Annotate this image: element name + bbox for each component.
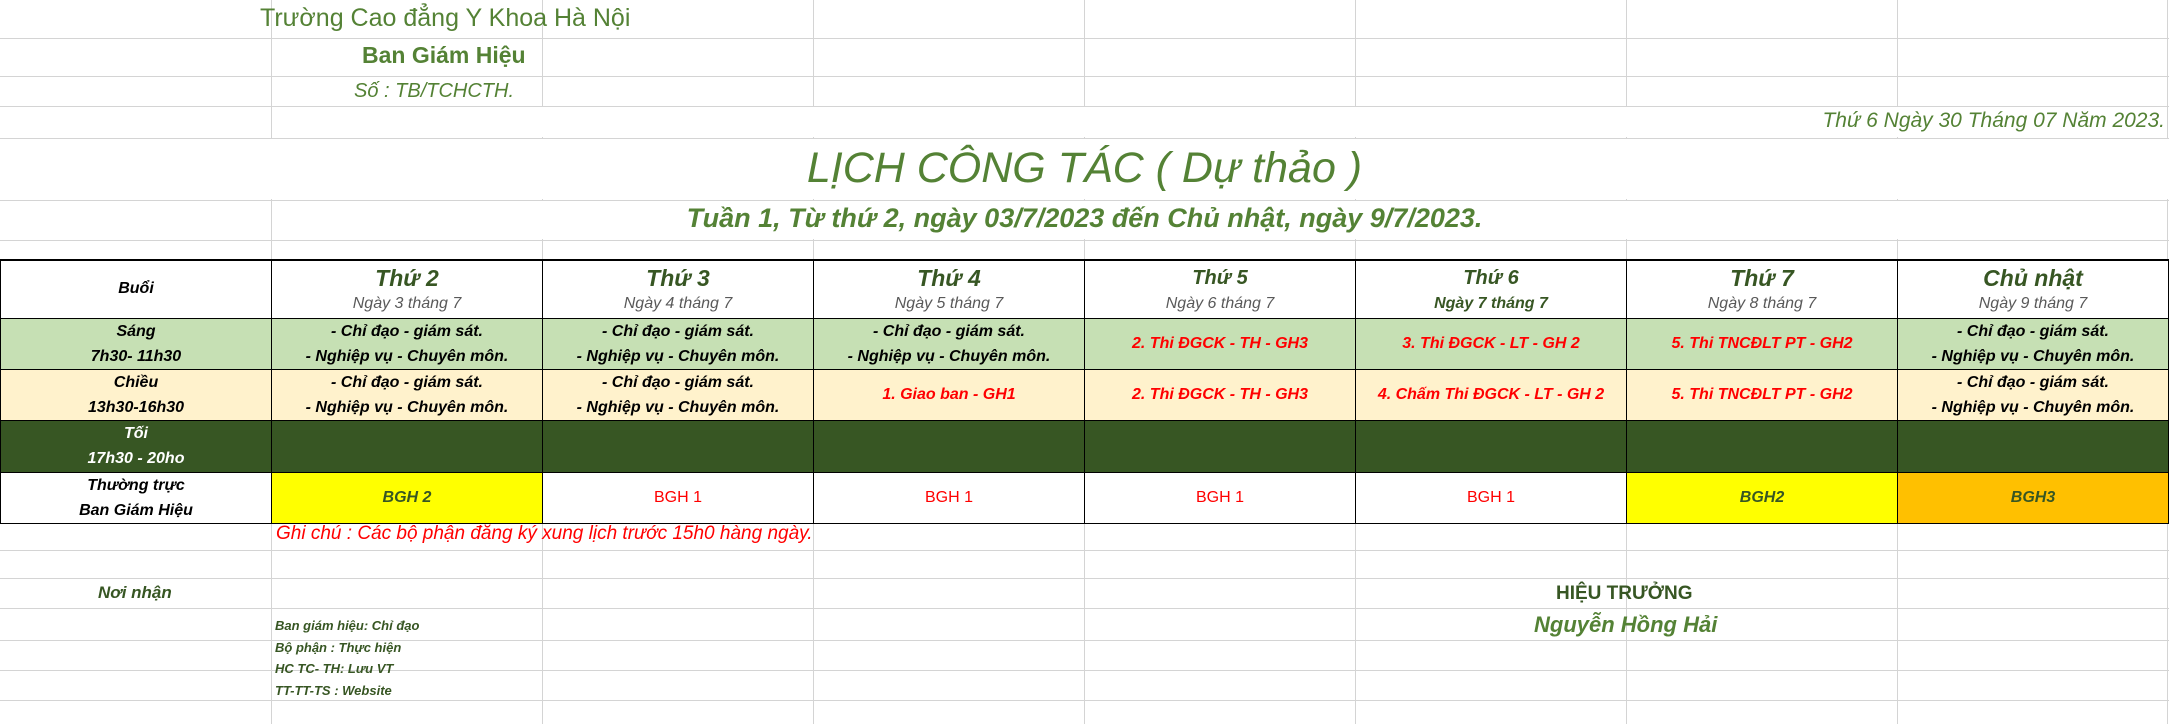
schedule-cell[interactable] [1085,318,1356,369]
grid-row-line [0,38,2169,39]
session-name: Sáng [116,322,156,340]
session-name: Tối [124,425,148,442]
day-header [1356,260,1627,318]
schedule-cell[interactable] [1898,318,2169,369]
schedule-cell[interactable] [272,369,543,420]
buoi-header [1,260,272,318]
buoi-label: Buổi [118,280,154,298]
grid-row-line [0,700,2169,701]
row-label [1,472,272,523]
issue-date: Thứ 6 Ngày 30 Tháng 07 Năm 2023. [1822,109,2165,132]
note-text: Ghi chú : Các bộ phận đăng ký xung lịch trước 15h0 hàng ngày. [276,523,813,544]
schedule-table [0,259,2169,524]
duty-cell[interactable]: BGH 1 [814,472,1085,523]
day-header [272,260,543,318]
grid-row-line [0,76,2169,77]
task-line: 2. Thi ĐGCK - TH - GH3 [1132,386,1308,403]
day-date: Ngày 5 tháng 7 [894,295,1004,313]
signature-name: Nguyễn Hồng Hải [1534,612,1718,637]
schedule-cell[interactable] [1627,420,1898,472]
task-line: - Chỉ đạo - giám sát. [1956,373,2109,391]
duty-label: Thường trực [87,476,185,494]
task-line: - Chỉ đạo - giám sát. [330,322,483,340]
task-line: 5. Thi TNCĐLT PT - GH2 [1671,386,1853,403]
day-header [1898,260,2169,318]
task-line: - Chỉ đạo - giám sát. [601,322,754,340]
task-line: - Nghiệp vụ - Chuyên môn. [847,347,1051,365]
grid-row-line [0,240,2169,241]
day-name: Thứ 7 [1730,265,1794,292]
schedule-cell[interactable] [1085,369,1356,420]
schedule-cell[interactable] [543,369,814,420]
page-title: LỊCH CÔNG TÁC ( Dự thảo ) [806,144,1363,192]
recipient-item: Bộ phận : Thực hiện [275,640,402,655]
duty-cell[interactable]: BGH2 [1627,472,1898,523]
task-line: - Nghiệp vụ - Chuyên môn. [305,347,509,365]
session-time: 7h30- 11h30 [90,347,182,365]
duty-cell[interactable]: BGH 1 [1356,472,1627,523]
task-line: - Chỉ đạo - giám sát. [872,322,1025,340]
evening-row [1,420,2169,472]
task-line: 5. Thi TNCĐLT PT - GH2 [1671,335,1853,352]
day-header [814,260,1085,318]
recipient-item: Ban giám hiệu: Chỉ đạo [275,618,420,633]
duty-label-sub: Ban Giám Hiệu [79,501,193,519]
task-line: - Nghiệp vụ - Chuyên môn. [576,347,780,365]
task-line: - Nghiệp vụ - Chuyên môn. [576,398,780,416]
grid-row-line [0,578,2169,579]
schedule-cell[interactable] [814,369,1085,420]
schedule-cell[interactable] [1627,318,1898,369]
schedule-cell[interactable] [1085,420,1356,472]
task-line: 4. Chấm Thi ĐGCK - LT - GH 2 [1377,386,1605,403]
morning-row [1,318,2169,369]
schedule-cell[interactable] [272,420,543,472]
recipient-item: TT-TT-TS : Website [275,683,392,698]
task-line: - Nghiệp vụ - Chuyên môn. [1931,398,2135,416]
schedule-cell[interactable] [1898,369,2169,420]
task-line: 2. Thi ĐGCK - TH - GH3 [1132,335,1308,352]
duty-cell[interactable]: BGH3 [1898,472,2169,523]
row-label [1,318,272,369]
schedule-cell[interactable] [272,318,543,369]
grid-row-line [0,550,2169,551]
recipients-label: Nơi nhận [98,583,172,602]
day-date: Ngày 7 tháng 7 [1434,295,1548,313]
document-number: Số : TB/TCHCTH. [354,80,515,102]
day-date: Ngày 4 tháng 7 [623,295,733,313]
day-header [543,260,814,318]
day-name: Thứ 5 [1192,267,1248,290]
task-line: 3. Thi ĐGCK - LT - GH 2 [1402,335,1580,352]
recipient-item: HC TC- TH: Lưu VT [275,661,394,676]
schedule-cell[interactable] [1898,420,2169,472]
day-date: Ngày 6 tháng 7 [1165,295,1275,313]
session-name: Chiều [113,373,159,391]
grid-row-line [0,608,2169,609]
schedule-cell[interactable] [814,420,1085,472]
task-line: - Chỉ đạo - giám sát. [330,373,483,391]
task-line: - Nghiệp vụ - Chuyên môn. [1931,347,2135,365]
week-subtitle: Tuần 1, Từ thứ 2, ngày 03/7/2023 đến Chủ nhật, ngày 9/7/2023. [686,203,1483,233]
day-name: Chủ nhật [1983,265,2083,292]
day-date: Ngày 3 tháng 7 [352,295,462,313]
day-date: Ngày 9 tháng 7 [1978,295,2088,313]
day-header [1627,260,1898,318]
day-name: Thứ 3 [646,265,710,292]
day-header [1085,260,1356,318]
session-time: 13h30-16h30 [87,398,185,416]
duty-row [1,472,2169,523]
schedule-cell[interactable] [814,318,1085,369]
schedule-cell[interactable] [1356,420,1627,472]
duty-cell[interactable]: BGH 1 [1085,472,1356,523]
days-header-row [1,260,2169,318]
board-name: Ban Giám Hiệu [362,42,526,68]
row-label [1,420,272,472]
session-time: 17h30 - 20ho [87,450,185,467]
task-line: 1. Giao ban - GH1 [882,386,1016,403]
duty-cell[interactable]: BGH 1 [543,472,814,523]
schedule-cell[interactable] [1627,369,1898,420]
task-line: - Chỉ đạo - giám sát. [1956,322,2109,340]
duty-cell[interactable]: BGH 2 [272,472,543,523]
schedule-cell[interactable] [543,318,814,369]
schedule-cell[interactable] [1356,318,1627,369]
afternoon-row [1,369,2169,420]
day-name: Thứ 4 [917,265,981,292]
school-name: Trường Cao đẳng Y Khoa Hà Nội [260,4,631,32]
day-name: Thứ 2 [375,265,439,292]
row-label [1,369,272,420]
day-date: Ngày 8 tháng 7 [1707,295,1817,313]
schedule-cell[interactable] [543,420,814,472]
signature-title: HIỆU TRƯỞNG [1556,583,1693,604]
schedule-cell[interactable] [1356,369,1627,420]
task-line: - Chỉ đạo - giám sát. [601,373,754,391]
task-line: - Nghiệp vụ - Chuyên môn. [305,398,509,416]
day-name: Thứ 6 [1463,267,1519,290]
